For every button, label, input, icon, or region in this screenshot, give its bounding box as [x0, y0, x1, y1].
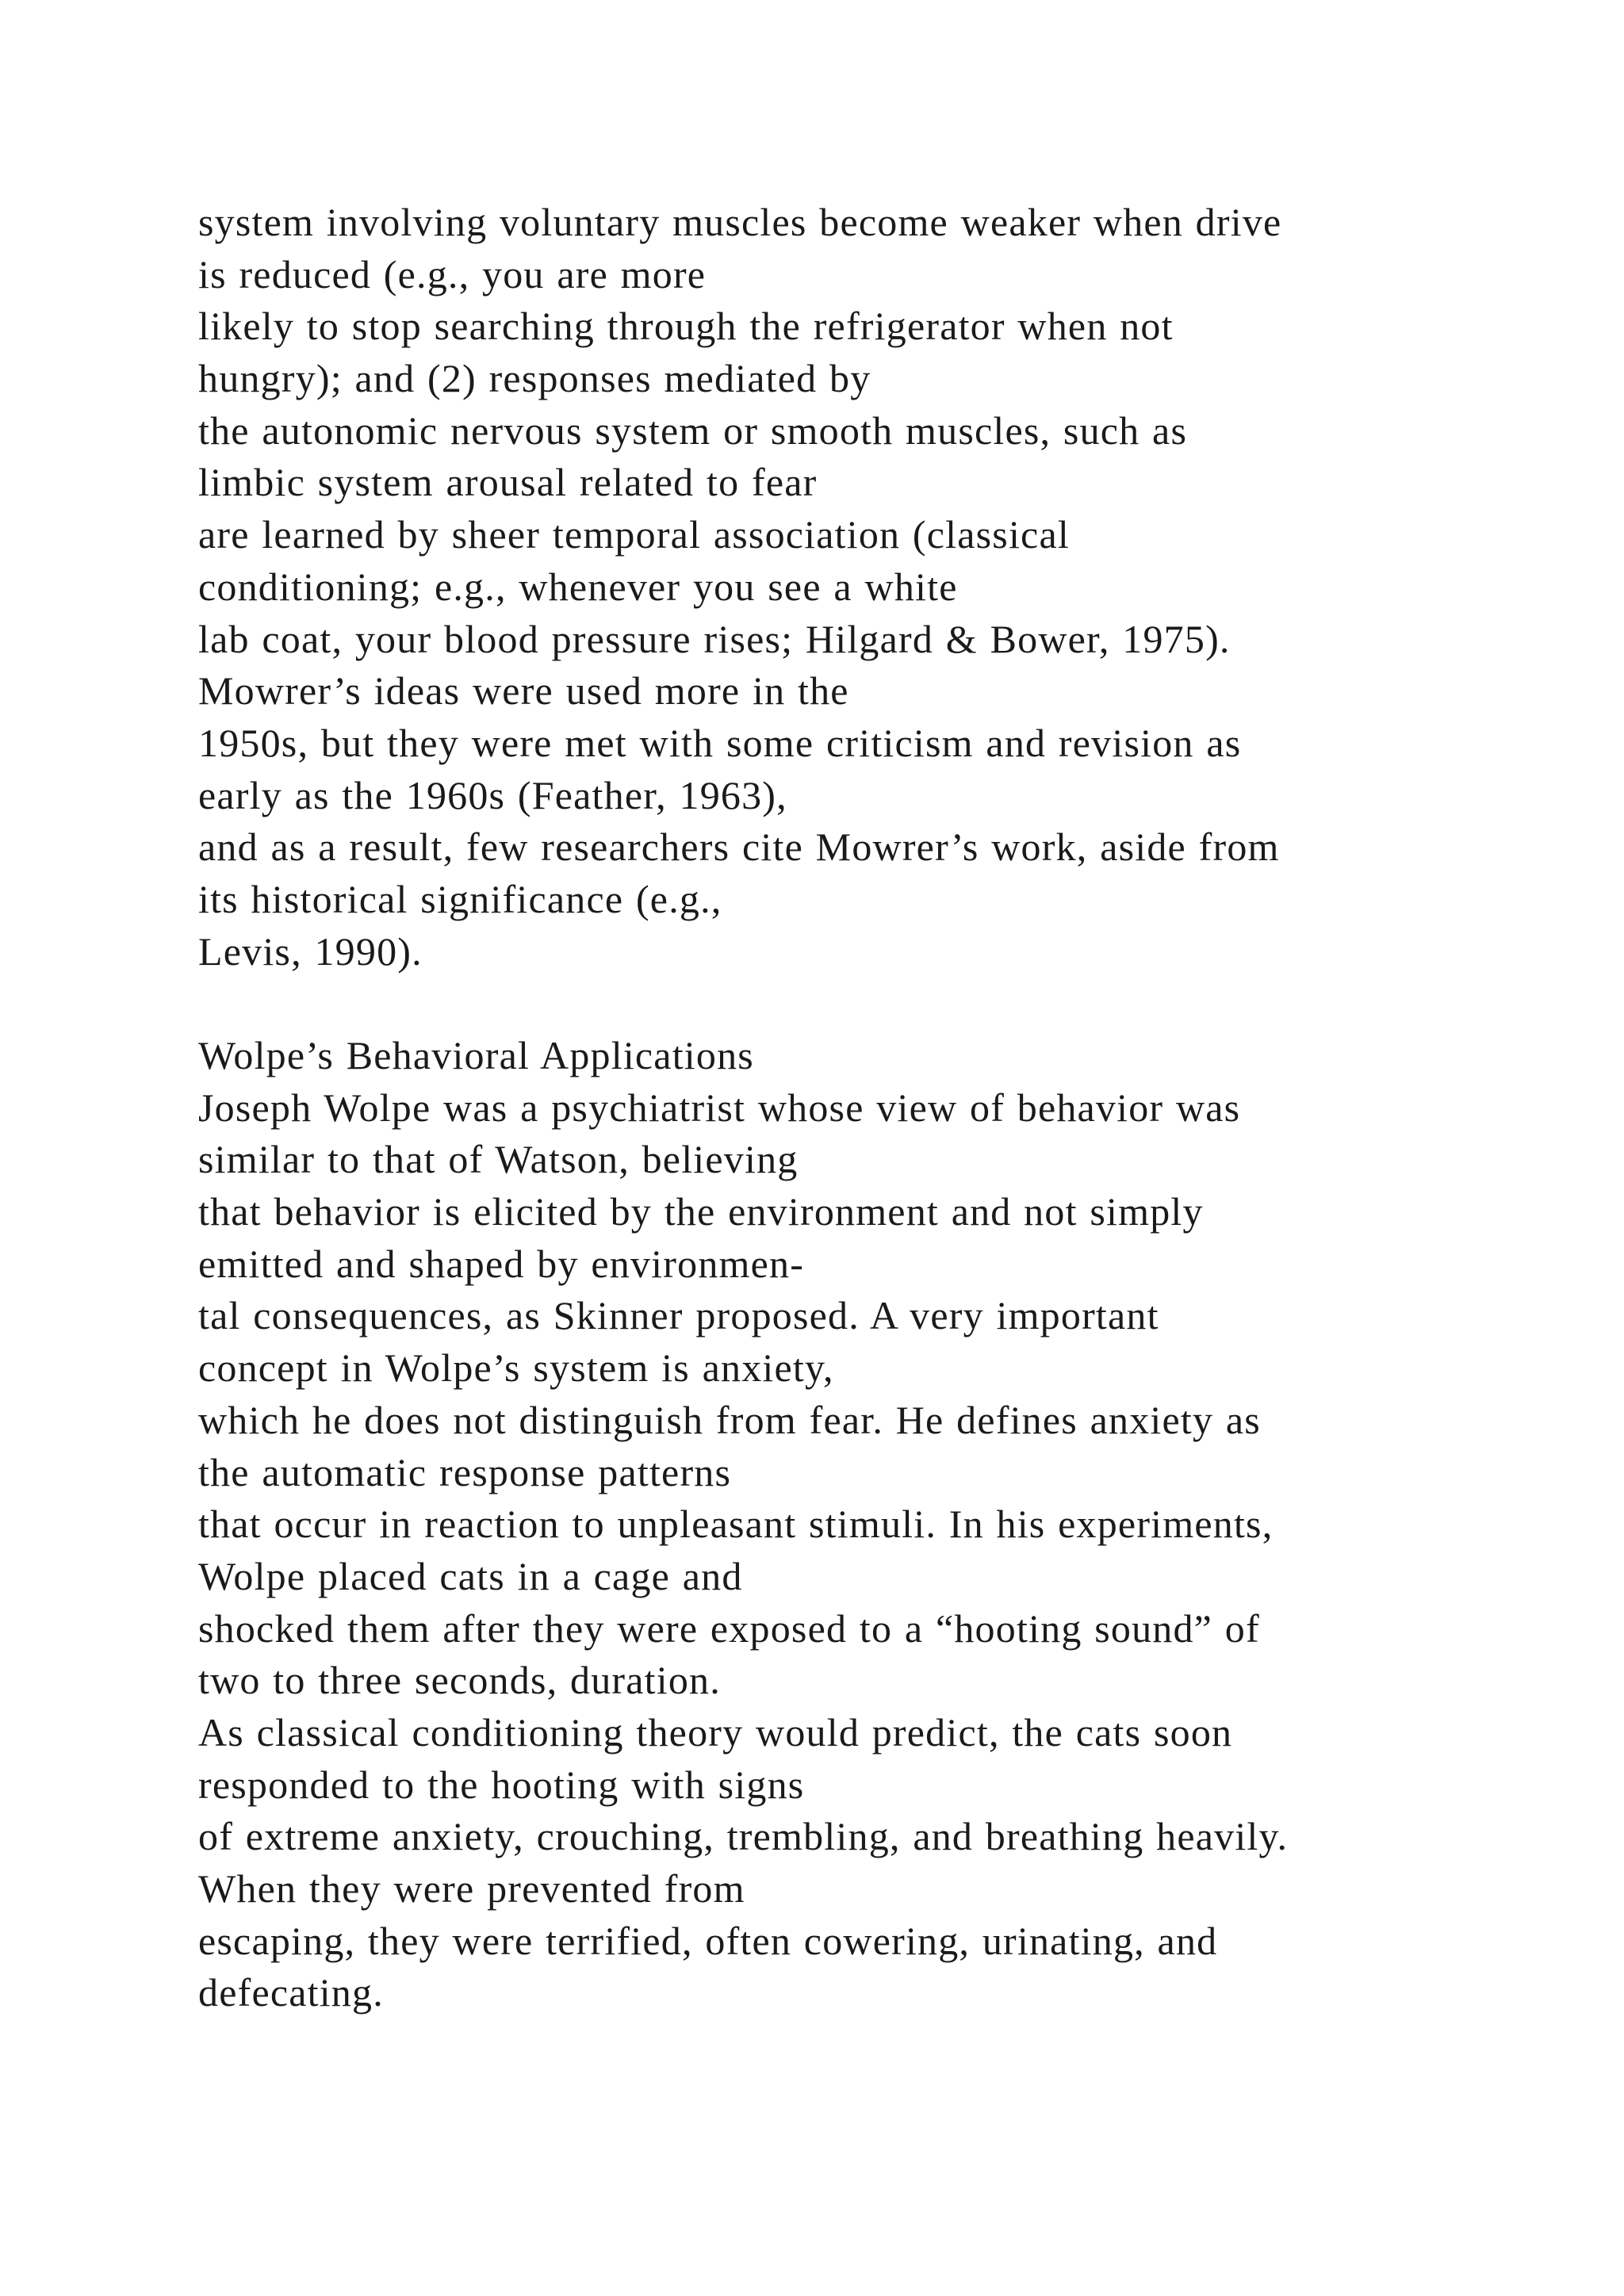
text-line: Mowrer’s ideas were used more in the	[198, 668, 849, 714]
text-line: of extreme anxiety, crouching, trembling, and breathing heavily.	[198, 1814, 1289, 1859]
text-line: responded to the hooting with signs	[198, 1762, 805, 1807]
text-line: and as a result, few researchers cite Mowrer’s work, aside from	[198, 825, 1280, 870]
text-line: shocked them after they were exposed to a “hooting sound” of	[198, 1605, 1260, 1651]
text-line: similar to that of Watson, believing	[198, 1137, 799, 1182]
text-line: Levis, 1990).	[198, 928, 423, 974]
text-line: 1950s, but they were met with some criticism and revision as	[198, 720, 1242, 765]
text-line: Wolpe placed cats in a cage and	[198, 1553, 743, 1598]
text-line: defecating.	[198, 1970, 384, 2015]
text-line: the autonomic nervous system or smooth muscles, such as	[198, 408, 1188, 453]
text-line: is reduced (e.g., you are more	[198, 251, 707, 297]
text-line: As classical conditioning theory would predict, the cats soon	[198, 1709, 1233, 1755]
text-line: that occur in reaction to unpleasant stimuli. In his experiments,	[198, 1502, 1274, 1547]
text-line: Joseph Wolpe was a psychiatrist whose view of behavior was	[198, 1085, 1241, 1130]
text-line: limbic system arousal related to fear	[198, 460, 818, 505]
paragraph-spacer	[198, 978, 1594, 1030]
text-line: which he does not distinguish from fear. He defines anxiety as	[198, 1397, 1261, 1442]
text-line: tal consequences, as Skinner proposed. A very important	[198, 1293, 1159, 1338]
text-line: conditioning; e.g., whenever you see a white	[198, 564, 958, 609]
text-line: that behavior is elicited by the environment and not simply	[198, 1189, 1204, 1234]
text-line: hungry); and (2) responses mediated by	[198, 356, 871, 401]
text-line: system involving voluntary muscles become weaker when drive	[198, 200, 1282, 244]
document-body	[198, 197, 1594, 2019]
text-line: its historical significance (e.g.,	[198, 876, 722, 921]
text-line: lab coat, your blood pressure rises; Hilgard & Bower, 1975).	[198, 616, 1231, 661]
text-line: early as the 1960s (Feather, 1963),	[198, 772, 787, 817]
text-line: are learned by sheer temporal association (classical	[198, 512, 1070, 557]
text-line: two to three seconds, duration.	[198, 1658, 721, 1703]
text-line: concept in Wolpe’s system is anxiety,	[198, 1345, 834, 1391]
text-line: When they were prevented from	[198, 1866, 745, 1911]
text-line: escaping, they were terrified, often cowering, urinating, and	[198, 1918, 1218, 1963]
text-line: likely to stop searching through the refrigerator when not	[198, 304, 1174, 349]
section-heading: Wolpe’s Behavioral Applications	[198, 1033, 754, 1077]
text-line: emitted and shaped by environmen-	[198, 1241, 805, 1286]
text-line: the automatic response patterns	[198, 1449, 732, 1494]
